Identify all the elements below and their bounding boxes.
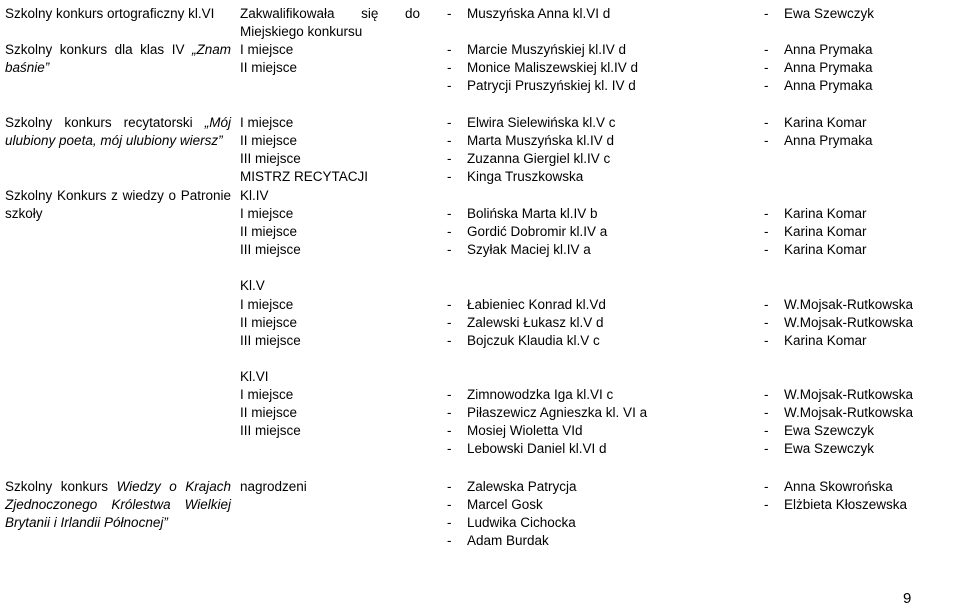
contest-title: Szkolny konkurs recytatorski „Mój (5, 115, 231, 130)
teacher-entry: - Ewa Szewczyk (764, 423, 875, 438)
student-entry: - Marcie Muszyńskiej kl.IV d (447, 42, 627, 57)
place-label: III miejsce (240, 151, 301, 166)
teacher-entry: - Karina Komar (764, 333, 867, 348)
class-header: Kl.IV (240, 188, 269, 203)
teacher-entry: - Karina Komar (764, 206, 867, 221)
student-entry: - Zalewska Patrycja (447, 479, 577, 494)
place-label: II miejsce (240, 133, 298, 148)
teacher-entry: - Karina Komar (764, 242, 867, 257)
place-label: II miejsce (240, 224, 298, 239)
place-label: II miejsce (240, 405, 298, 420)
result-text: nagrodzeni (240, 479, 307, 494)
contest-title-cont: Zjednoczonego Królestwa Wielkiej (5, 497, 231, 512)
contest-title-cont: baśnie” (5, 60, 50, 75)
teacher-entry: - Anna Prymaka (764, 133, 873, 148)
contest-title-cont: Brytanii i Irlandii Północnej” (5, 515, 168, 530)
teacher-entry: - Anna Prymaka (764, 42, 873, 57)
teacher-entry: - W.Mojsak-Rutkowska (764, 405, 914, 420)
student-entry: - Kinga Truszkowska (447, 169, 584, 184)
class-header: Kl.VI (240, 369, 269, 384)
place-label: I miejsce (240, 297, 294, 312)
page-number: 9 (903, 590, 912, 607)
teacher-entry: - Karina Komar (764, 115, 867, 130)
contest-title: Szkolny konkurs dla klas IV „Znam (5, 42, 231, 57)
teacher-entry: - Anna Prymaka (764, 60, 873, 75)
student-entry: - Ludwika Cichocka (447, 515, 576, 530)
contest-title-cont: szkoły (5, 206, 43, 221)
teacher-entry: - Karina Komar (764, 224, 867, 239)
place-label: I miejsce (240, 387, 294, 402)
place-label: I miejsce (240, 115, 294, 130)
student-entry: - Elwira Sielewińska kl.V c (447, 115, 616, 130)
teacher-entry: - Ewa Szewczyk (764, 441, 875, 456)
student-entry: - Muszyńska Anna kl.VI d (447, 6, 611, 21)
contest-title-cont: ulubiony poeta, mój ulubiony wiersz” (5, 133, 223, 148)
teacher-entry: - Ewa Szewczyk (764, 6, 875, 21)
place-label: III miejsce (240, 242, 301, 257)
student-entry: - Monice Maliszewskiej kl.IV d (447, 60, 639, 75)
place-label: III miejsce (240, 333, 301, 348)
result-text: Miejskiego konkursu (240, 24, 363, 39)
teacher-entry: - W.Mojsak-Rutkowska (764, 387, 914, 402)
student-entry: - Łabieniec Konrad kl.Vd (447, 297, 606, 312)
student-entry: - Adam Burdak (447, 533, 549, 548)
place-label: I miejsce (240, 206, 294, 221)
student-entry: - Bolińska Marta kl.IV b (447, 206, 598, 221)
student-entry: - Marcel Gosk (447, 497, 543, 512)
place-label: I miejsce (240, 42, 294, 57)
student-entry: - Zalewski Łukasz kl.V d (447, 315, 604, 330)
student-entry: - Marta Muszyńska kl.IV d (447, 133, 615, 148)
contest-title: Szkolny konkurs ortograficzny kl.VI (5, 6, 215, 21)
teacher-entry: - Anna Skowrońska (764, 479, 893, 494)
student-entry: - Zuzanna Giergiel kl.IV c (447, 151, 611, 166)
result-text: Zakwalifikowała się do (240, 6, 420, 21)
student-entry: - Patrycji Pruszyńskiej kl. IV d (447, 78, 636, 93)
student-entry: - Lebowski Daniel kl.VI d (447, 441, 607, 456)
teacher-entry: - Anna Prymaka (764, 78, 873, 93)
place-label: II miejsce (240, 60, 298, 75)
place-label: III miejsce (240, 423, 301, 438)
contest-title: Szkolny konkurs Wiedzy o Krajach (5, 479, 231, 494)
teacher-entry: - Elżbieta Kłoszewska (764, 497, 908, 512)
place-label: II miejsce (240, 315, 298, 330)
place-label: MISTRZ RECYTACJI (240, 169, 368, 184)
student-entry: - Mosiej Wioletta VId (447, 423, 583, 438)
contest-title: Szkolny Konkurs z wiedzy o Patronie (5, 188, 231, 203)
student-entry: - Piłaszewicz Agnieszka kl. VI a (447, 405, 648, 420)
student-entry: - Bojczuk Klaudia kl.V c (447, 333, 600, 348)
student-entry: - Gordić Dobromir kl.IV a (447, 224, 608, 239)
class-header: Kl.V (240, 278, 265, 293)
student-entry: - Zimnowodzka Iga kl.VI c (447, 387, 614, 402)
student-entry: - Szyłak Maciej kl.IV a (447, 242, 591, 257)
teacher-entry: - W.Mojsak-Rutkowska (764, 297, 914, 312)
teacher-entry: - W.Mojsak-Rutkowska (764, 315, 914, 330)
